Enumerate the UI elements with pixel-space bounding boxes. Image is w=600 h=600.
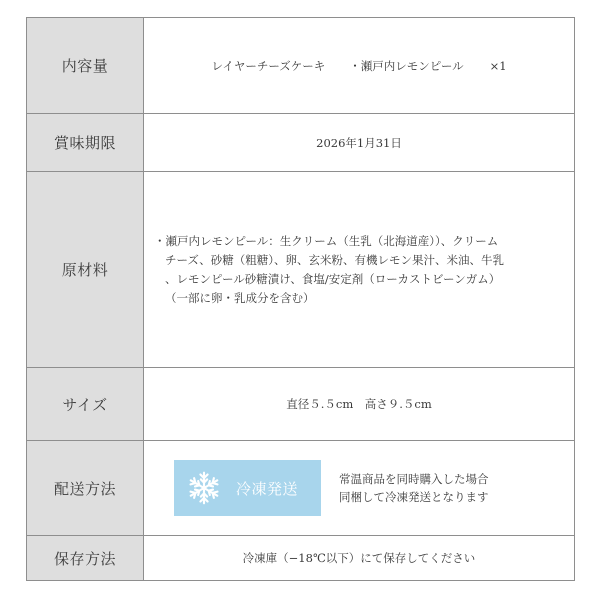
contents-item-cheesecake: レイヤーチーズケーキ: [211, 58, 326, 73]
ingredients-line: チーズ、砂糖（粗糖）、卵、玄米粉、有機レモン果汁、米油、牛乳: [165, 252, 505, 267]
shipping-note: [339, 470, 489, 506]
size-value: 直径５.５cm 高さ９.５cm: [286, 397, 432, 411]
product-spec-table: [26, 17, 575, 581]
best-before-label: 賞味期限: [27, 114, 144, 171]
snowflake-icon: [186, 470, 222, 506]
ingredients-line: ・瀬戸内レモンピール：生クリーム（生乳（北海道産））、クリーム: [154, 233, 499, 248]
contents-label: 内容量: [27, 18, 144, 113]
best-before-value: 2026年1月31日: [316, 135, 402, 150]
ingredients-label: 原材料: [27, 172, 144, 367]
shipping-label: 配送方法: [27, 441, 144, 535]
storage-label: 保存方法: [27, 536, 144, 580]
ingredients-value: [144, 172, 574, 367]
row-ingredients: [27, 172, 574, 368]
frozen-shipping-badge: [174, 460, 321, 516]
contents-quantity: ×1: [489, 58, 507, 73]
ingredients-line: （一部に卵・乳成分を含む）: [165, 290, 315, 305]
size-label: サイズ: [27, 368, 144, 440]
shipping-note-line: 同梱して冷凍発送となります: [339, 490, 489, 504]
ingredients-line: 、レモンピール砂糖漬け、食塩/安定剤（ローカストビーンガム）: [165, 271, 501, 286]
row-shipping: [27, 441, 574, 536]
contents-line: [211, 58, 506, 74]
shipping-value: [144, 441, 574, 535]
row-best-before: [27, 114, 574, 172]
storage-value: 冷凍庫（−18℃以下）にて保存してください: [242, 551, 476, 565]
row-size: [27, 368, 574, 441]
row-storage: [27, 536, 574, 580]
ingredients-text: [154, 232, 566, 308]
frozen-shipping-label: 冷凍発送: [236, 479, 299, 498]
contents-item-lemon-peel: ・瀬戸内レモンピール: [349, 58, 464, 73]
contents-value: [144, 18, 574, 113]
shipping-note-line: 常温商品を同時購入した場合: [339, 472, 489, 486]
row-contents: [27, 18, 574, 114]
